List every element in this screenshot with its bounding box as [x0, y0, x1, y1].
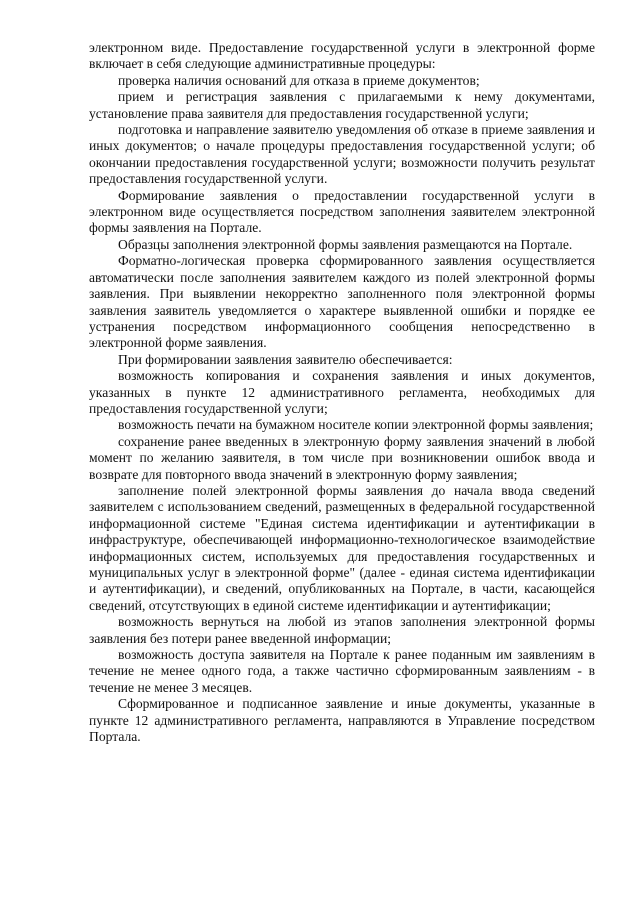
paragraph-4: подготовка и направление заявителю уведомления об отказе в приеме заявления и иных документов; о начале процедуры предоставления государственной услуги; об окончании предоставления государственной услуги; возможности получить результат предоставления государственной услуги. [89, 122, 595, 187]
paragraph-6: Образцы заполнения электронной формы заявления размещаются на Портале. [118, 236, 573, 252]
paragraph-15: Сформированное и подписанное заявление и иные документы, указанные в пункте 12 административного регламента, направляются в Управление посредством Портала. [89, 696, 595, 745]
paragraph-13: возможность вернуться на любой из этапов заполнения электронной формы заявления без потери ранее введенной информации; [89, 614, 595, 646]
paragraph-10: возможность печати на бумажном носителе копии электронной формы заявления; [118, 417, 594, 433]
paragraph-8: При формировании заявления заявителю обеспечивается: [118, 351, 453, 367]
document-page [89, 40, 595, 745]
paragraph-5: Формирование заявления о предоставлении государственной услуги в электронном виде осуществляется посредством заполнения заявителем электронной формы заявления на Портале. [89, 187, 595, 236]
paragraph-9: возможность копирования и сохранения заявления и иных документов, указанных в пункте 12 административного регламента, необходимых для предоставления государственной услуги; [89, 368, 595, 416]
paragraph-14: возможность доступа заявителя на Портале к ранее поданным им заявлениям в течение не менее одного года, а также частично сформированным заявлениям - в течение не менее 3 месяцев. [89, 647, 595, 695]
paragraph-1: электронном виде. Предоставление государственной услуги в электронной форме включает в себя следующие административные процедуры: [89, 40, 595, 72]
paragraph-3: прием и регистрация заявления с прилагаемыми к нему документами, установление права заявителя для предоставления государственной услуги; [89, 89, 595, 121]
paragraph-2: проверка наличия оснований для отказа в приеме документов; [118, 72, 480, 88]
paragraph-11: сохранение ранее введенных в электронную форму заявления значений в любой момент по желанию заявителя, в том числе при возникновении ошибок ввода и возврате для повторного ввода значений в электронную форму заявления; [89, 433, 595, 482]
paragraph-12: заполнение полей электронной формы заявления до начала ввода сведений заявителем с использованием сведений, размещенных в федеральной государственной информационной системе "Единая система идентификации и аутентификации в инфраструктуре, обеспечивающей информационно-технологическое взаимодействие информационных систем, используемых для предоставления государственных и муниципальных услуг в электронной форме" (далее - единая система идентификации и аутентификации), и сведений, опубликованных на Портале, в части, касающейся сведений, отсутствующих в единой системе идентификации и аутентификации; [89, 482, 595, 613]
paragraph-7: Форматно-логическая проверка сформированного заявления осуществляется автоматически после заполнения заявителем каждого из полей электронной формы заявления. При выявлении некорректно заполненного поля электронной формы заявления заявитель уведомляется о характере выявленной ошибки и порядке ее устранения посредством информационного сообщения непосредственно в электронной форме заявления. [89, 253, 595, 351]
